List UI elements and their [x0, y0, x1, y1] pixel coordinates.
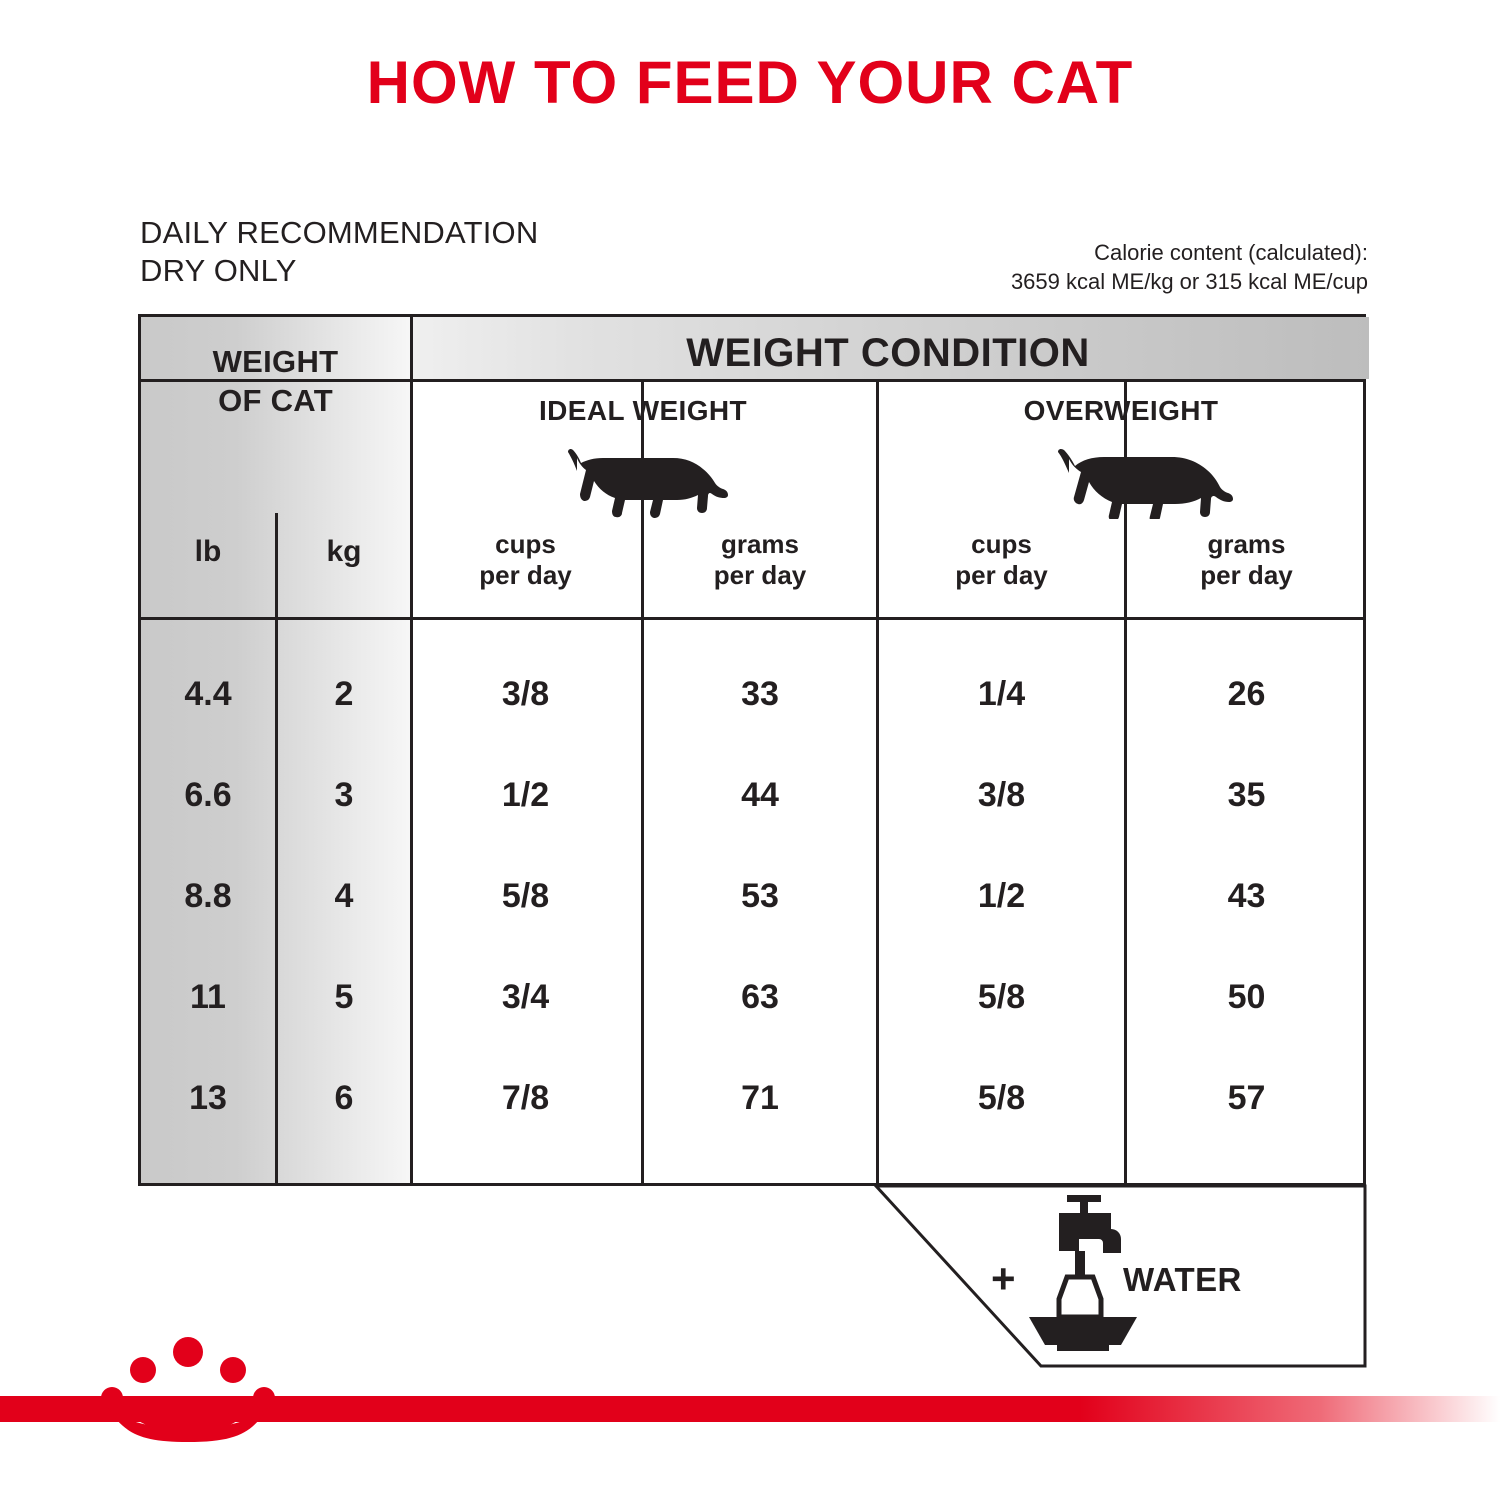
cat-ideal-icon	[559, 443, 729, 519]
table-row: 13	[189, 1079, 227, 1117]
water-label: WATER	[1123, 1261, 1242, 1298]
table-row: 57	[1227, 1079, 1266, 1117]
table-row: 44	[741, 776, 779, 814]
weight-condition-header: WEIGHT CONDITION	[686, 331, 1090, 375]
daily-recommendation-heading	[140, 214, 538, 290]
unit-header-over-grams-line1: grams	[1207, 529, 1286, 559]
unit-header-ideal-cups	[410, 529, 641, 590]
ideal-weight-header: IDEAL WEIGHT	[538, 395, 748, 426]
weight-of-cat-line2: OF CAT	[218, 382, 333, 418]
table-row: 4	[334, 877, 354, 915]
table-row: 5/8	[501, 877, 550, 915]
table-row: 1/2	[977, 877, 1026, 915]
vertical-rule-weight-end	[410, 317, 413, 1183]
table-row: 50	[1227, 978, 1266, 1016]
weight-of-cat-header	[141, 343, 410, 421]
unit-header-over-cups-line2: per day	[955, 559, 1048, 590]
table-row: 7/8	[501, 1079, 550, 1117]
daily-recommendation-line1: DAILY RECOMMENDATION	[140, 215, 539, 250]
unit-header-ideal-cups-line2: per day	[479, 559, 572, 590]
unit-header-ideal-cups-line1: cups	[495, 529, 556, 559]
unit-header-lb: lb	[194, 535, 222, 568]
unit-header-ideal-grams-line2: per day	[713, 559, 807, 590]
water-callout	[873, 1183, 1368, 1369]
plus-symbol: +	[991, 1255, 1016, 1302]
table-row: 5	[334, 978, 354, 1016]
horizontal-rule-header-bottom	[141, 617, 1363, 620]
table-row: 5/8	[977, 1079, 1026, 1117]
unit-header-over-grams-line2: per day	[1200, 559, 1293, 590]
table-row: 3	[334, 776, 354, 814]
table-row: 11	[190, 978, 226, 1016]
unit-header-over-cups-line1: cups	[971, 529, 1032, 559]
calorie-content-line1: Calorie content (calculated):	[1094, 240, 1368, 265]
table-row: 1/4	[977, 675, 1026, 713]
feeding-table	[138, 314, 1366, 1186]
table-row: 1/2	[501, 776, 550, 814]
table-row: 35	[1227, 776, 1266, 814]
unit-header-ideal-grams	[644, 529, 876, 590]
table-row: 8.8	[184, 877, 232, 915]
unit-header-over-cups	[879, 529, 1124, 590]
table-row: 3/4	[501, 978, 550, 1016]
unit-header-ideal-grams-line1: grams	[720, 529, 800, 559]
royal-canin-crown-logo	[98, 1336, 278, 1448]
table-row: 43	[1227, 877, 1266, 915]
table-row: 63	[741, 978, 779, 1016]
calorie-content-line2: 3659 kcal ME/kg or 315 kcal ME/cup	[1010, 269, 1368, 295]
table-row: 2	[334, 675, 354, 713]
table-row: 5/8	[977, 978, 1026, 1016]
unit-header-over-grams	[1127, 529, 1366, 590]
table-row: 3/8	[501, 675, 550, 713]
weight-of-cat-line1: WEIGHT	[212, 344, 339, 379]
table-row: 53	[741, 877, 779, 915]
unit-header-kg: kg	[326, 535, 362, 568]
page-title: HOW TO FEED YOUR CAT	[366, 49, 1134, 116]
table-row: 33	[741, 675, 779, 713]
calorie-content-note	[1011, 238, 1368, 296]
table-row: 4.4	[184, 675, 232, 713]
table-row: 6	[334, 1079, 354, 1117]
table-row: 71	[741, 1079, 779, 1117]
table-row: 3/8	[977, 776, 1026, 814]
table-row: 26	[1227, 675, 1266, 713]
daily-recommendation-line2: DRY ONLY	[140, 252, 297, 288]
cat-overweight-icon	[1053, 443, 1233, 519]
table-row: 6.6	[184, 776, 232, 814]
overweight-header: OVERWEIGHT	[1023, 395, 1219, 426]
